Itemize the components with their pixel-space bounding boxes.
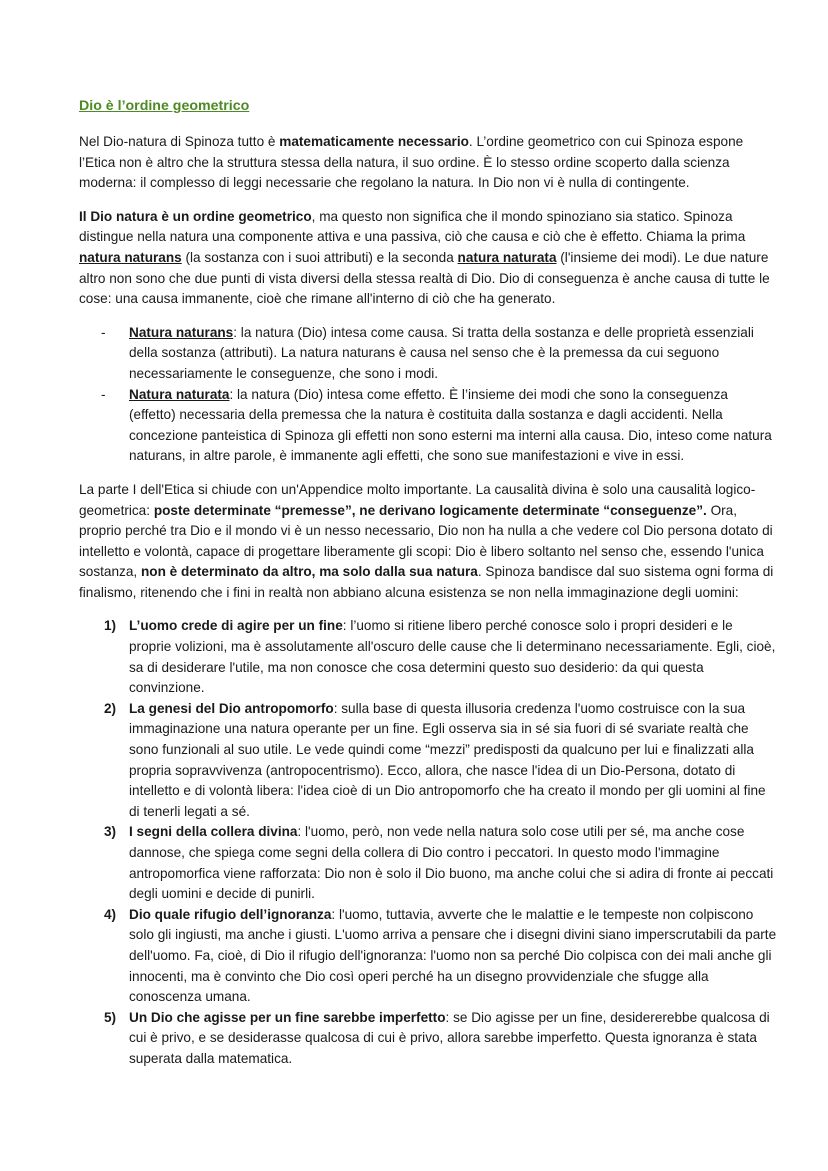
list-item: 4) Dio quale rifugio dell’ignoranza: l'uomo, tuttavia, avverte che le malattie e le tempeste non colpiscono solo gli ingiusti, ma anche i giusti. L'uomo arriva a pensare che i disegni divini siano imperscrutabili da parte dell'uomo. Fa, cioè, di Dio il rifugio dell'ignoranza: l'uomo non sa perché Dio colpisca con dei mali anche gli innocenti, ma è convinto che Dio così operi perché ha un disegno provvidenziale che sfugge alla conoscenza umana.: [104, 906, 777, 1005]
list-term: Un Dio che agisse per un fine sarebbe imperfetto: [129, 1009, 446, 1025]
list-term: La genesi del Dio antropomorfo: [129, 700, 334, 716]
section-title: Dio è l’ordine geometrico: [79, 98, 250, 114]
list-item: 1) L’uomo crede di agire per un fine: l’uomo si ritiene libero perché conosce solo i propri desideri e le proprie volizioni, ma è assolutamente all'oscuro delle cause che li determinano necessariamente. Egli, cioè, sa di desiderare l'utile, ma non conosce che cosa determini questo suo desiderio: da qui questa convinzione.: [104, 618, 776, 696]
list-item: 3) I segni della collera divina: l'uomo, però, non vede nella natura solo cose utili per sé, ma anche cose dannose, che spiega come segni della collera di Dio contro i peccatori. In questo modo l'immagine antropomorfica viene rafforzata: Dio non è solo il Dio buono, ma anche colui che si adira di fronte ai peccati degli uomini e decide di punirli.: [104, 824, 774, 902]
paragraph-2: Il Dio natura è un ordine geometrico, ma questo non significa che il mondo spinoziano sia statico. Spinoza distingue nella natura una componente attiva e una passiva, ciò che causa e ciò che è effetto. Chiama la prima natura naturans (la sostanza con i suoi attributi) e la seconda natura naturata (l'insieme dei modi). Le due nature altro non sono che due punti di vista diversi della stessa realtà di Dio. Dio di conseguenza è anche causa di tutte le cose: una causa immanente, cioè che rimane all'interno di ciò che ha generato.: [79, 208, 770, 307]
numbered-list: [79, 616, 778, 1069]
list-term: Natura naturans: [129, 324, 234, 340]
dash-list: [79, 323, 778, 467]
term-natura-naturata: natura naturata: [457, 249, 557, 265]
list-term: L’uomo crede di agire per un fine: [129, 618, 343, 634]
emphasis: matematicamente necessario: [279, 134, 469, 149]
list-item: - Natura naturans: la natura (Dio) intesa come causa. Si tratta della sostanza e delle proprietà essenziali della sostanza (attributi). La natura naturans è causa nel senso che è la premessa da cui seguono necessariamente le conseguenze, che sono i modi.: [101, 324, 754, 381]
list-item: - Natura naturata: la natura (Dio) intesa come effetto. È l’insieme dei modi che sono la conseguenza (effetto) necessaria della premessa che la natura è costituita dalla sostanza e dagli accidenti. Nella concezione panteistica di Spinoza gli effetti non sono esterni ma interni alla causa. Dio, inteso come natura naturans, in altre parole, è immanente agli effetti, che sono sue manifestazioni e vive in essi.: [101, 386, 772, 464]
paragraph-1: Nel Dio-natura di Spinoza tutto è matematicamente necessario. L’ordine geometrico con cui Spinoza espone l’Etica non è altro che la struttura stessa della natura, il suo ordine. È lo stesso ordine scoperto dalla scienza moderna: il complesso di leggi necessarie che regolano la natura. In Dio non vi è nulla di contingente.: [79, 134, 744, 191]
emphasis: poste determinate “premesse”, ne derivano logicamente determinate “conseguenze”.: [153, 502, 707, 518]
emphasis: Il Dio natura è un ordine geometrico: [79, 208, 312, 224]
term-natura-naturans: natura naturans: [79, 249, 182, 265]
list-term: I segni della collera divina: [129, 824, 298, 840]
list-item: 5) Un Dio che agisse per un fine sarebbe imperfetto: se Dio agisse per un fine, desidererebbe qualcosa di cui è privo, e se desiderasse qualcosa di cui è privo, allora sarebbe imperfetto. Questa ignoranza è stata superata dalla matematica.: [104, 1009, 770, 1066]
list-term: Dio quale rifugio dell’ignoranza: [129, 906, 332, 922]
list-term: Natura naturata: [129, 386, 230, 402]
paragraph-3: La parte I dell'Etica si chiude con un'Appendice molto importante. La causalità divina è solo una causalità logico-geometrica: poste determinate “premesse”, ne derivano logicamente determinate “conseguenze”. Ora, proprio perché tra Dio e il mondo vi è un nesso necessario, Dio non ha nulla a che vedere col Dio persona dotato di intelletto e volontà, capace di progettare liberamente gli scopi: Dio è libero soltanto nel senso che, essendo l'unica sostanza, non è determinato da altro, ma solo dalla sua natura. Spinoza bandisce dal suo sistema ogni forma di finalismo, ritenendo che i fini in realtà non abbiano alcuna esistenza se non nella immaginazione degli uomini:: [79, 481, 774, 600]
list-item: 2) La genesi del Dio antropomorfo: sulla base di questa illusoria credenza l'uomo costruisce con la sua immaginazione una natura operante per un fine. Egli osserva sia in sé sia fuori di sé svariate realtà che sono funzionali al suo utile. Le vede quindi come “mezzi” predisposti da qualcuno per lui e finalizzati alla propria sopravvivenza (antropocentrismo). Ecco, allora, che nasce l'idea di un Dio-Persona, dotato di intelletto e di volontà libera: l'idea cioè di un Dio antropomorfo che ha creato il mondo per gli uomini al fine di tenerli legati a sé.: [104, 700, 766, 819]
emphasis: non è determinato da altro, ma solo dalla sua natura: [140, 564, 478, 580]
